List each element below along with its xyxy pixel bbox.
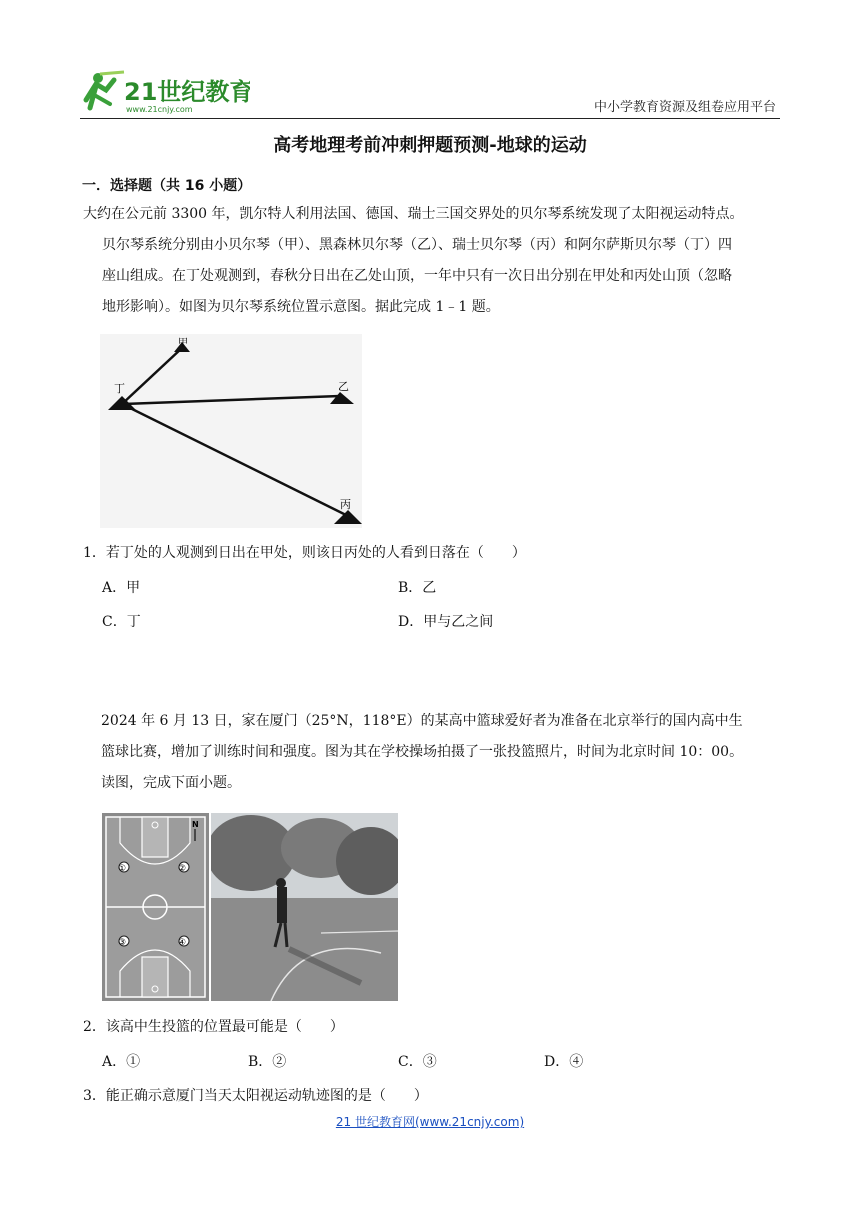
runner-logo-icon [80,70,250,116]
q2-option-a[interactable]: A．① [102,1054,141,1070]
header-divider [80,118,780,119]
page-title: 高考地理考前冲刺押题预测-地球的运动 [273,135,587,156]
marker-3: ③ [118,938,127,948]
passage-line: 大约在公元前 3300 年，凯尔特人利用法国、德国、瑞士三国交界处的贝尔琴系统发现了太阳视运动特点。 [83,206,744,222]
question-2-stem: 2．该高中生投篮的位置最可能是（ ） [83,1019,344,1035]
q1-option-d[interactable]: D．甲与乙之间 [398,614,494,630]
q1-option-b[interactable]: B．乙 [398,580,437,596]
logo-url: www.21cnjy.com [126,105,193,114]
label-ding: 丁 [114,382,125,395]
marker-1: ① [118,864,127,874]
label-bing: 丙 [340,498,351,511]
q1-option-c[interactable]: C．丁 [102,614,141,630]
q2-option-d[interactable]: D．④ [544,1054,584,1070]
logo-text: 21世纪教育 [124,78,250,106]
q1-option-a[interactable]: A．甲 [102,580,141,596]
passage-line: 篮球比赛，增加了训练时间和强度。图为其在学校操场拍摄了一张投篮照片，时间为北京时间 10：00。 [101,744,744,760]
player-figure [277,887,287,923]
passage-line: 贝尔琴系统分别由小贝尔琴（甲）、黑森林贝尔琴（乙）、瑞士贝尔琴（丙）和阿尔萨斯贝尔琴（丁）四 [102,237,732,253]
section-heading: 一．选择题（共 16 小题） [82,178,252,194]
belchen-system-figure [100,334,362,528]
passage-line: 地形影响）。如图为贝尔琴系统位置示意图。据此完成 1﹣1 题。 [102,299,500,315]
question-3-stem: 3．能正确示意厦门当天太阳视运动轨迹图的是（ ） [83,1088,428,1104]
marker-4: ④ [178,938,187,948]
label-jia: 甲 [178,338,188,349]
passage-2 [101,706,801,799]
site-logo [80,70,250,116]
footer-link[interactable]: 21 世纪教育网(www.21cnjy.com) [335,1115,525,1129]
basketball-court-diagram [102,813,209,1001]
passage-1 [83,199,783,323]
q2-option-c[interactable]: C．③ [398,1054,437,1070]
question-1-stem: 1．若丁处的人观测到日出在甲处，则该日丙处的人看到日落在（ ） [83,545,526,561]
basketball-photo [211,813,398,1001]
passage-line: 读图，完成下面小题。 [101,775,241,791]
q2-option-b[interactable]: B．② [248,1054,287,1070]
marker-2: ② [178,864,187,874]
platform-name: 中小学教育资源及组卷应用平台 [593,100,776,115]
passage-line: 2024 年 6 月 13 日，家在厦门（25°N，118°E）的某高中篮球爱好者为准备在北京举行的国内高中生 [101,713,743,729]
label-yi: 乙 [338,380,349,393]
passage-line: 座山组成。在丁处观测到，春秋分日出在乙处山顶，一年中只有一次日出分别在甲处和丙处山顶（忽略 [102,268,732,284]
north-label: N [192,820,199,829]
footer [0,1113,860,1130]
